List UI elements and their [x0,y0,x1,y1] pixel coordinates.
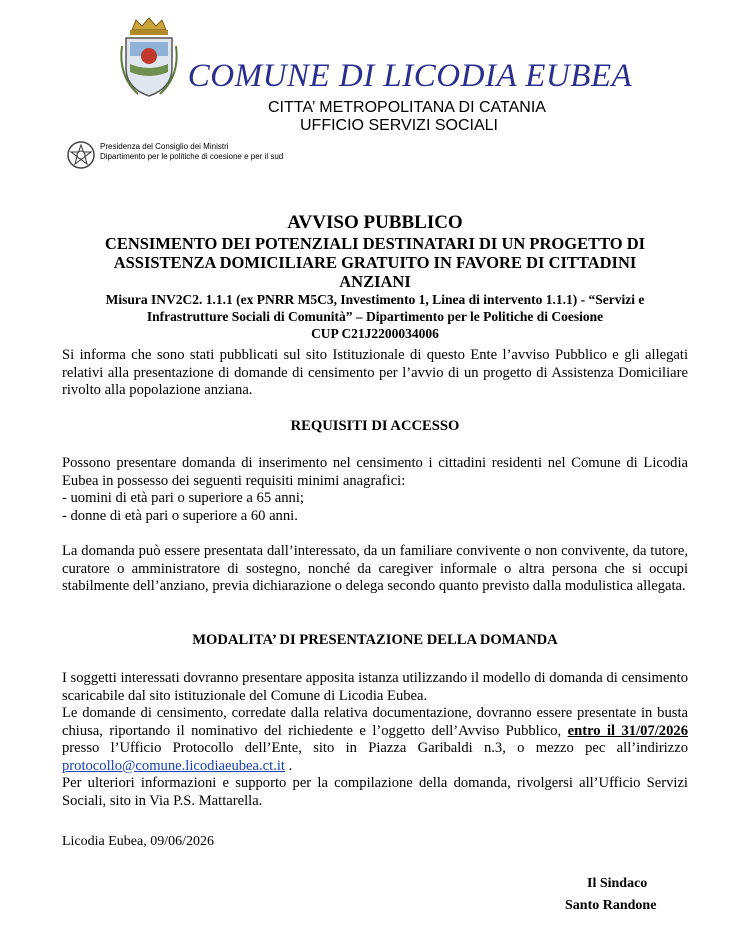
modalita-text-2b: presso l’Ufficio Protocollo dell’Ente, sito in Piazza Garibaldi n.3, o mezzo pec all’indirizzo [62,740,688,756]
notice-title-line-1: CENSIMENTO DEI POTENZIALI DESTINATARI DI UN PROGETTO DI [104,234,646,253]
notice-type: AVVISO PUBBLICO [287,212,463,233]
signature-name: Santo Randone [565,898,657,913]
italian-republic-emblem-icon [66,140,96,170]
metro-city-label: CITTA’ METROPOLITANA DI CATANIA [268,99,546,116]
notice-heading [60,212,690,342]
requisiti-heading: REQUISITI DI ACCESSO [290,418,460,434]
municipality-title: COMUNE DI LICODIA EUBEA [187,58,633,94]
pcm-line-1: Presidenza del Consiglio dei Ministri [100,142,229,151]
pcm-line-2: Dipartimento per le politiche di coesione e per il sud [100,152,284,161]
office-label: UFFICIO SERVIZI SOCIALI [300,117,498,134]
requisiti-item-women: - donne di età pari o superiore a 60 anni. [62,507,298,524]
modalita-section [62,670,688,810]
deadline: entro il 31/07/2026 [567,722,688,739]
requisiti-text: Possono presentare domanda di inserimento nel censimento i cittadini residenti nel Comune di Licodia Eubea in possesso dei seguenti requisiti minimi anagrafici: [62,455,688,489]
requisiti-section [62,455,688,525]
notice-title-line-2: ASSISTENZA DOMICILIARE GRATUITO IN FAVORE DI CITTADINI [113,253,637,272]
requisiti-item-men: - uomini di età pari o superiore a 65 anni; [62,490,304,506]
pcm-department-label [100,142,283,162]
intro-paragraph: Si informa che sono stati pubblicati sul sito Istituzionale di questo Ente l’avviso Pubblico e gli allegati relativi alla presentazione di domande di censimento per l’avvio di un progetto di Assistenza Domiciliare rivolto alla popolazione anziana. [62,347,688,398]
modalita-heading: MODALITA’ DI PRESENTAZIONE DELLA DOMANDA [192,632,558,648]
misura-line-2: Infrastrutture Sociali di Comunità” – Dipartimento per le Politiche di Coesione [146,309,604,324]
signature-role: Il Sindaco [587,876,648,891]
modalita-text-3: Per ulteriori informazioni e supporto per la compilazione della domanda, rivolgersi all’Ufficio Servizi Sociali, sito in Via P.S. Mattarella. [62,775,688,809]
place-date: Licodia Eubea, 09/06/2026 [62,834,215,849]
cup-code: CUP C21J2200034006 [311,326,439,341]
domanda-paragraph: La domanda può essere presentata dall’interessato, da un familiare convivente o non convivente, da tutore, curatore o amministratore di sostegno, nonché da caregiver informale o altra persona che si occupi stabilmente dell’anziano, previa dichiarazione o delega secondo quanto previsto dalla modulistica allegata. [62,543,688,594]
modalita-text-1: I soggetti interessati dovranno presentare apposita istanza utilizzando il modello di domanda di censimento scaricabile dal sito istituzionale del Comune di Licodia Eubea. [62,670,688,704]
pec-email-link[interactable]: protocollo@comune.licodiaeubea.ct.it [62,757,285,774]
modalita-text-2a: Le domande di censimento, corredate dalla relativa documentazione, dovranno essere presentate in busta chiusa, riportando il nominativo del richiedente e l’oggetto dell’Avviso Pubblico, [62,705,688,739]
notice-title-line-3: ANZIANI [339,272,411,291]
misura-line-1: Misura INV2C2. 1.1.1 (ex PNRR M5C3, Investimento 1, Linea di intervento 1.1.1) - “Servizi e [105,292,645,307]
modalita-text-2c: . [284,757,293,774]
modalita-text-2 [62,705,688,775]
